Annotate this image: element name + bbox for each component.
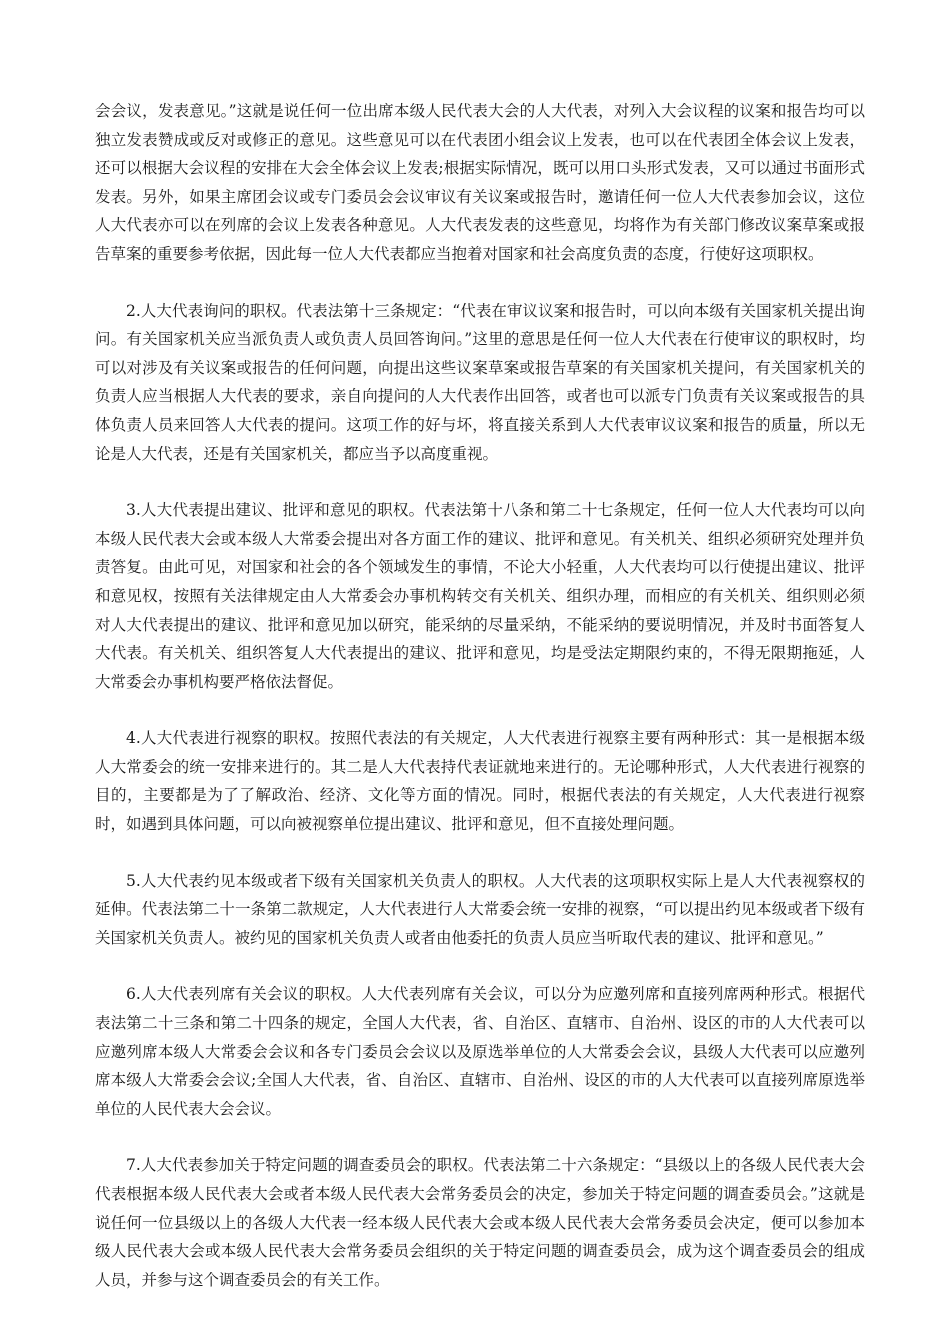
paragraph-suggestion-power: 3.人大代表提出建议、批评和意见的职权。代表法第十八条和第二十七条规定，任何一位人大代表均可以向本级人民代表大会或本级人大常委会提出对各方面工作的建议、批评和意见。有关机关、组织必须研究处理并负责答复。由此可见，对国家和社会的各个领域发生的事情，不论大小轻重，人大代表均可以行使提出建议、批评和意见权，按照有关法律规定由人大常委会办事机构转交有关机关、组织办理，而相应的有关机关、组织则必须对人大代表提出的建议、批评和意见加以研究，能采纳的尽量采纳，不能采纳的要说明情况，并及时书面答复人大代表。有关机关、组织答复人大代表提出的建议、批评和意见，均是受法定期限约束的，不得无限期拖延，人大常委会办事机构要严格依法督促。 xyxy=(95,501,865,691)
paragraph-inspection-power: 4.人大代表进行视察的职权。按照代表法的有关规定，人大代表进行视察主要有两种形式：其一是根据本级人大常委会的统一安排来进行的。其二是人大代表持代表证就地来进行的。无论哪种形式，人大代表进行视察的目的，主要都是为了了解政治、经济、文化等方面的情况。同时，根据代表法的有关规定，人大代表进行视察时，如遇到具体问题，可以向被视察单位提出建议、批评和意见，但不直接处理问题。 xyxy=(95,729,865,834)
paragraph-inquiry-power: 2.人大代表询问的职权。代表法第十三条规定：“代表在审议议案和报告时，可以向本级有关国家机关提出询问。有关国家机关应当派负责人或负责人员回答询问。”这里的意思是任何一位人大代表在行使审议的职权时，均可以对涉及有关议案或报告的任何问题，向提出这些议案草案或报告草案的有关国家机关提问，有关国家机关的负责人应当根据人大代表的要求，亲自向提问的人大代表作出回答，或者也可以派专门负责有关议案或报告的具体负责人员来回答人大代表的提问。这项工作的好与坏，将直接关系到人大代表审议议案和报告的质量，所以无论是人大代表，还是有关国家机关，都应当予以高度重视。 xyxy=(95,301,865,463)
document-body xyxy=(95,97,865,1322)
paragraph-investigation-committee-power: 7.人大代表参加关于特定问题的调查委员会的职权。代表法第二十六条规定：“县级以上的各级人民代表大会代表根据本级人民代表大会或者本级人民代表大会常务委员会的决定，参加关于特定问题的调查委员会。”这就是说任何一位县级以上的各级人大代表一经本级人民代表大会或本级人民代表大会常务委员会决定，便可以参加本级人民代表大会或本级人民代表大会常务委员会组织的关于特定问题的调查委员会，成为这个调查委员会的组成人员，并参与这个调查委员会的有关工作。 xyxy=(95,1156,865,1289)
paragraph-attend-meetings-power: 6.人大代表列席有关会议的职权。人大代表列席有关会议，可以分为应邀列席和直接列席两种形式。根据代表法第二十三条和第二十四条的规定，全国人大代表，省、自治区、直辖市、自治州、设区的市的人大代表可以应邀列席本级人大常委会会议和各专门委员会会议以及原选举单位的人大常委会会议，县级人大代表可以应邀列席本级人大常委会会议;全国人大代表，省、自治区、直辖市、自治州、设区的市的人大代表可以直接列席原选举单位的人民代表大会会议。 xyxy=(95,985,865,1118)
paragraph-continuation: 会会议，发表意见。”这就是说任何一位出席本级人民代表大会的人大代表，对列入大会议程的议案和报告均可以独立发表赞成或反对或修正的意见。这些意见可以在代表团小组会议上发表，也可以在代表团全体会议上发表，还可以根据大会议程的安排在大会全体会议上发表;根据实际情况，既可以用口头形式发表，又可以通过书面形式发表。另外，如果主席团会议或专门委员会会议审议有关议案或报告时，邀请任何一位人大代表参加会议，这位人大代表亦可以在列席的会议上发表各种意见。人大代表发表的这些意见，均将作为有关部门修改议案草案或报告草案的重要参考依据，因此每一位人大代表都应当抱着对国家和社会高度负责的态度，行使好这项职权。 xyxy=(95,102,865,263)
paragraph-meeting-officials-power: 5.人大代表约见本级或者下级有关国家机关负责人的职权。人大代表的这项职权实际上是人大代表视察权的延伸。代表法第二十一条第二款规定，人大代表进行人大常委会统一安排的视察，“可以提出约见本级或者下级有关国家机关负责人。被约见的国家机关负责人或者由他委托的负责人员应当听取代表的建议、批评和意见。” xyxy=(95,871,865,947)
